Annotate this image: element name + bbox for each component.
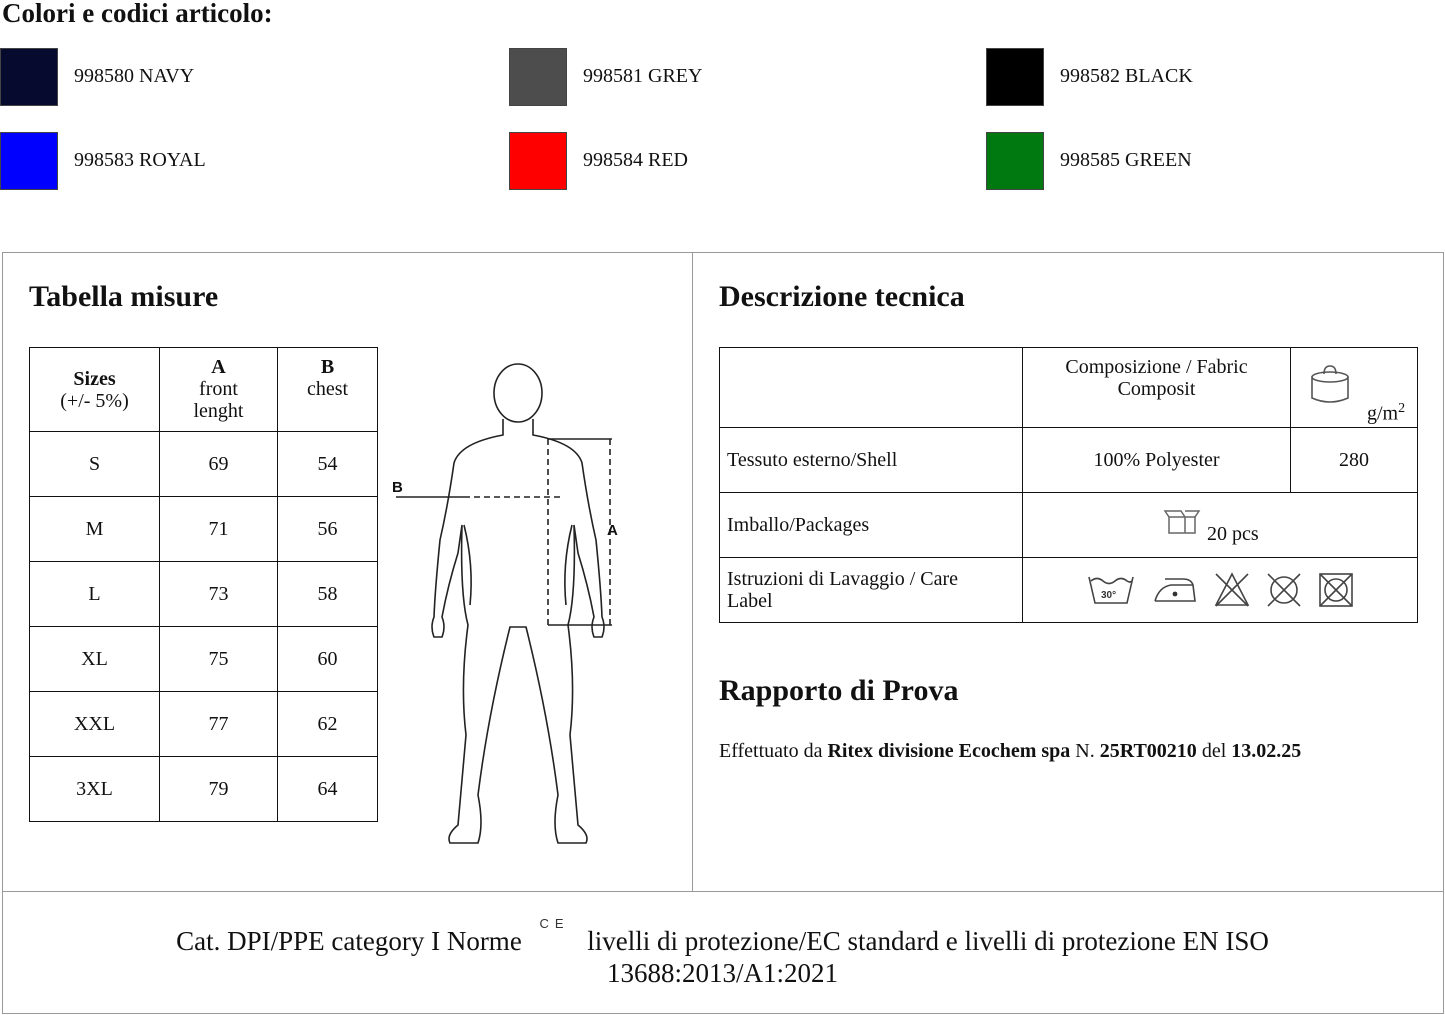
front-length-cell: 73 [160,562,278,627]
packages-label: Imballo/Packages [720,493,1023,558]
packages-cell [1023,493,1418,558]
iron-dot [1173,592,1178,597]
care-label-line2: Label [727,590,773,612]
composition-header-line1: Composizione / Fabric [1065,356,1248,378]
header-sizes [30,348,160,432]
front-length-cell: 69 [160,432,278,497]
report-number: 25RT00210 [1099,740,1197,762]
measure-label-a: A [607,522,618,539]
size-table [29,347,378,822]
size-cell: L [30,562,160,627]
chest-cell: 64 [278,757,378,822]
no-dry-clean-icon [1317,571,1355,609]
size-cell: XL [30,627,160,692]
wash-30-icon [1087,573,1135,607]
header-a-letter: A [211,356,226,378]
color-label-black: 998582 BLACK [1060,65,1193,87]
report-prefix: Effettuato da [719,740,823,762]
footer-line2 [0,957,1445,989]
shell-weight: 280 [1291,428,1418,493]
weight-unit-text: g/m [1367,402,1399,425]
report-date: 13.02.25 [1231,740,1302,762]
color-label-red: 998584 RED [583,149,688,171]
header-b-letter: B [320,356,335,378]
front-length-cell: 75 [160,627,278,692]
chest-cell: 54 [278,432,378,497]
size-cell: XXL [30,692,160,757]
weight-unit [1367,398,1405,425]
shell-row [720,428,1418,493]
composition-header-line2: Composit [1117,378,1196,400]
front-length-cell: 79 [160,757,278,822]
color-label-grey: 998581 GREY [583,65,703,87]
table-row [30,562,378,627]
care-icons-cell [1023,558,1418,623]
chest-cell: 56 [278,497,378,562]
report-date-prefix: del [1201,740,1227,762]
report-number-prefix: N. [1075,740,1095,762]
tech-header-weight [1291,348,1418,428]
footer-line1-after: livelli di protezione/EC standard e livelli di protezione EN ISO [587,926,1269,956]
weight-icon [1309,360,1351,410]
report-title: Rapporto di Prova [719,674,959,707]
colors-title: Colori e codici articolo: [2,0,273,28]
no-bleach-icon [1213,571,1251,609]
size-table-title: Tabella misure [29,280,219,313]
table-row [30,692,378,757]
body-measurement-figure [390,355,650,855]
header-a-line2: lenght [193,400,244,422]
report-text [719,740,1301,763]
color-label-royal: 998583 ROYAL [74,149,206,171]
tech-header-row [720,348,1418,428]
care-row [720,558,1418,623]
weight-unit-exp: 2 [1398,401,1406,416]
header-sizes-label: Sizes [73,367,116,390]
header-b [278,348,378,432]
measure-label-b: B [392,479,403,496]
header-a-line1: front [199,378,238,400]
packages-value: 20 pcs [1207,523,1259,545]
tech-header-composition [1023,348,1291,428]
header-a [160,348,278,432]
footer-standard: 13688:2013/A1:2021 [606,958,838,988]
table-row [30,627,378,692]
color-swatch-green [986,132,1044,190]
box-icon [1163,507,1203,537]
header-b-text: chest [306,378,349,400]
care-label [720,558,1023,623]
no-tumble-dry-icon [1265,571,1303,609]
size-cell: S [30,432,160,497]
shell-label: Tessuto esterno/Shell [720,428,1023,493]
front-length-cell: 71 [160,497,278,562]
report-lab: Ritex divisione Ecochem spa [827,740,1071,762]
color-label-green: 998585 GREEN [1060,149,1192,171]
table-row [30,432,378,497]
wash-temp: 30° [1101,590,1117,601]
color-label-navy: 998580 NAVY [74,65,195,87]
header-tolerance: (+/- 5%) [60,389,129,412]
chest-cell: 58 [278,562,378,627]
color-swatch-black [986,48,1044,106]
chest-cell: 62 [278,692,378,757]
technical-title: Descrizione tecnica [719,280,965,313]
tech-header-empty [720,348,1023,428]
color-swatch-navy [0,48,58,106]
ce-mark-icon: CE [539,916,570,931]
shell-composition: 100% Polyester [1023,428,1291,493]
size-cell: M [30,497,160,562]
care-label-line1: Istruzioni di Lavaggio / Care [727,568,959,590]
size-cell: 3XL [30,757,160,822]
color-swatch-royal [0,132,58,190]
table-row [30,757,378,822]
color-swatch-red [509,132,567,190]
color-swatch-grey [509,48,567,106]
iron-low-icon [1151,573,1197,607]
size-table-header-row [30,348,378,432]
technical-table [719,347,1418,623]
measure-lines [396,439,612,625]
footer-line1-before: Cat. DPI/PPE category I Norme [176,926,522,956]
front-length-cell: 77 [160,692,278,757]
chest-cell: 60 [278,627,378,692]
body-outline [432,364,604,843]
table-row [30,497,378,562]
packages-row [720,493,1418,558]
